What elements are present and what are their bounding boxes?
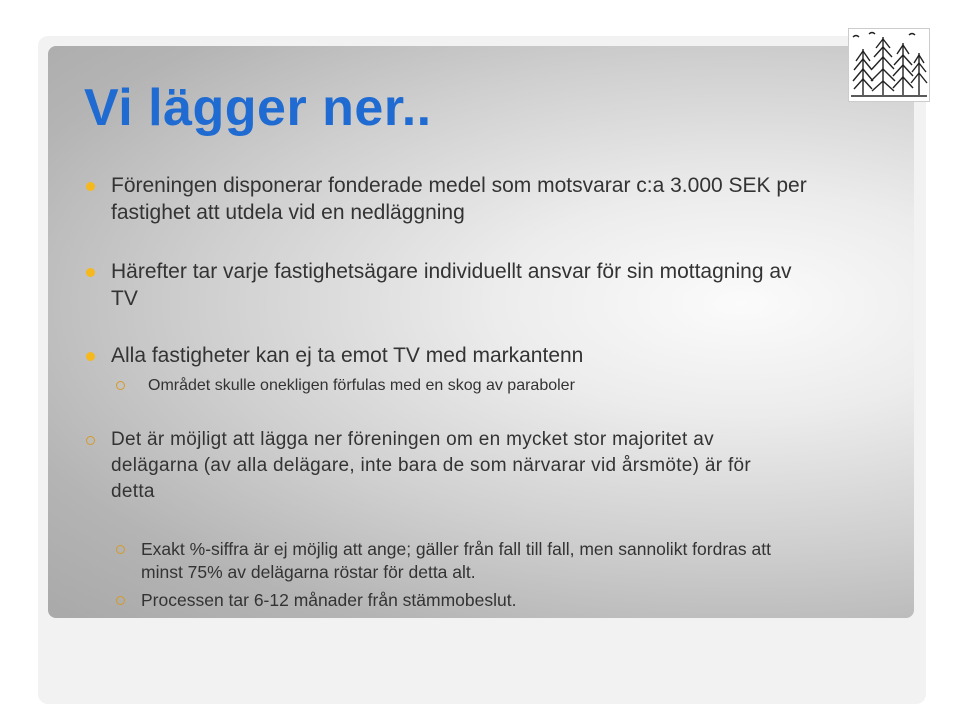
bullet-dot bbox=[86, 182, 95, 191]
bullet-2-line-1: Härefter tar varje fastighetsägare individuellt ansvar för sin mottagning av bbox=[111, 260, 792, 283]
sub-bullet-text: Området skulle onekligen förfulas med en skog av paraboler bbox=[148, 377, 575, 394]
bullet-1-line-1: Föreningen disponerar fonderade medel som motsvarar c:a 3.000 SEK per bbox=[111, 174, 807, 197]
bullet-dot bbox=[86, 268, 95, 277]
paragraph-line-1: Det är möjligt att lägga ner föreningen om en mycket stor majoritet av bbox=[111, 429, 714, 450]
sub-bullet-ring bbox=[116, 381, 125, 390]
detail-bullet-ring bbox=[116, 596, 125, 605]
paragraph-line-3: detta bbox=[111, 481, 155, 502]
detail-1-line-1: Exakt %-siffra är ej möjlig att ange; gäller från fall till fall, men sannolikt fordras att bbox=[141, 539, 771, 559]
detail-2-line-1: Processen tar 6-12 månader från stämmobeslut. bbox=[141, 590, 517, 610]
bullet-3-line-1: Alla fastigheter kan ej ta emot TV med markantenn bbox=[111, 344, 584, 367]
paragraph-bullet-ring bbox=[86, 436, 95, 445]
bullet-dot bbox=[86, 352, 95, 361]
slide-title: Vi lägger ner.. bbox=[84, 79, 432, 137]
bullet-2-line-2: TV bbox=[111, 287, 138, 310]
detail-1-line-2: minst 75% av delägarna röstar för detta alt. bbox=[141, 562, 476, 582]
paragraph-line-2: delägarna (av alla delägare, inte bara de som närvarar vid årsmöte) är för bbox=[111, 455, 752, 476]
forest-logo-icon bbox=[848, 28, 930, 102]
bullet-1-line-2: fastighet att utdela vid en nedläggning bbox=[111, 201, 465, 224]
detail-bullet-ring bbox=[116, 545, 125, 554]
